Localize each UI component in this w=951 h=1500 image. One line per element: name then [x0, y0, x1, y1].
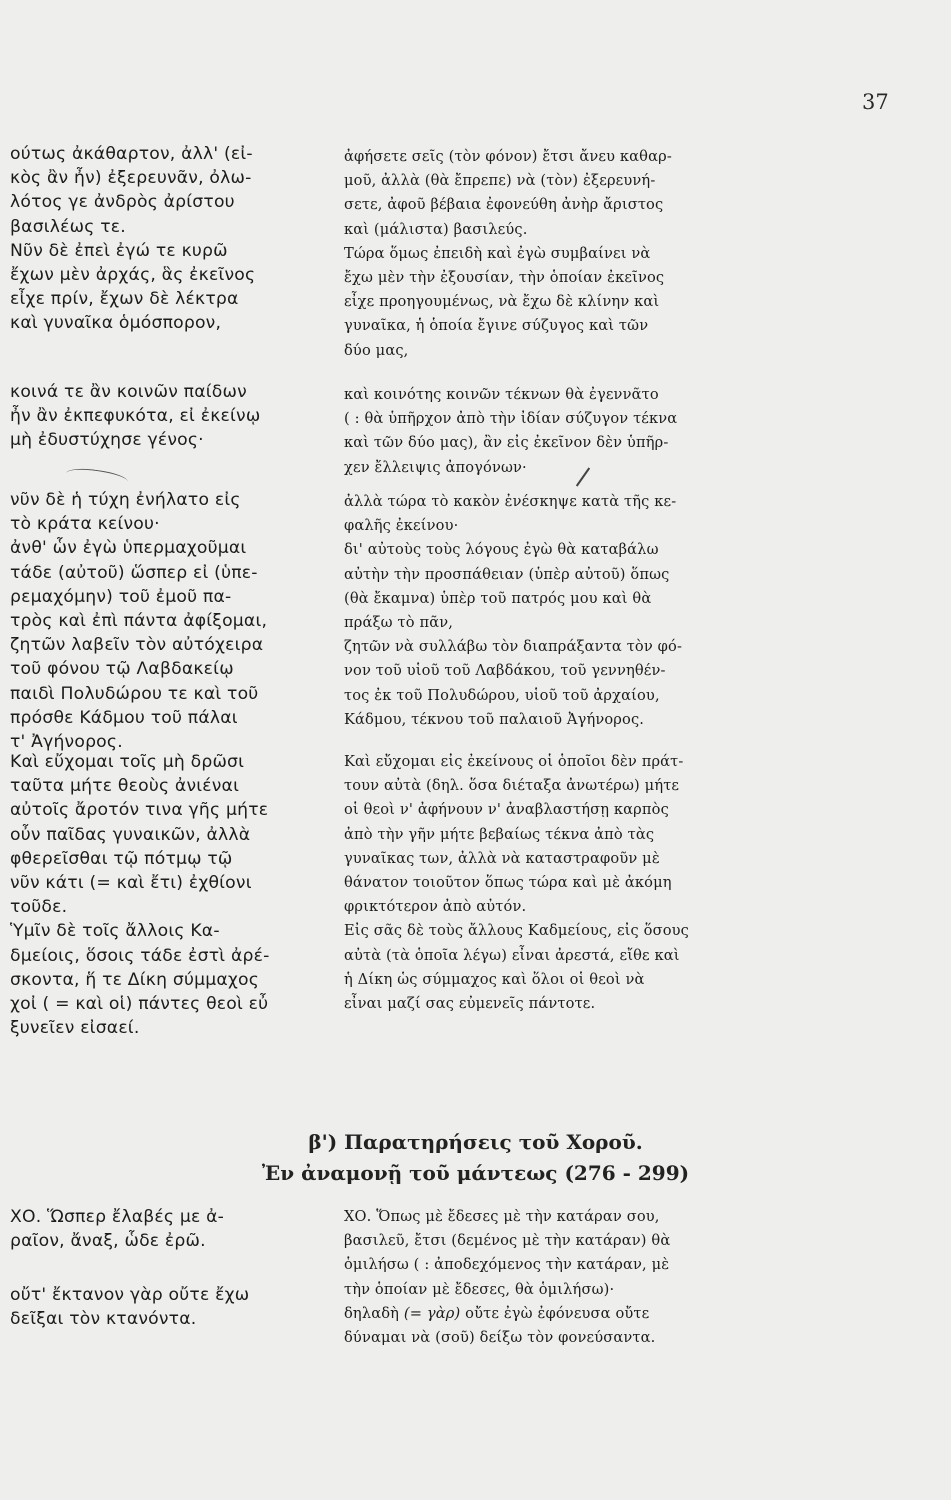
- text-fragment-italic: (= γὰρ): [403, 1304, 461, 1322]
- chorus-left-b: [10, 1283, 330, 1331]
- text-line: οὖν παῖδας γυναικῶν, ἀλλὰ: [10, 824, 251, 845]
- text-line: ἦν ἂν ἐκπεφυκότα, εἰ ἐκείνῳ: [10, 406, 261, 427]
- chorus-left-a: [10, 1205, 330, 1253]
- text-line: ζητῶν λαβεῖν τὸν αὐτόχειρα: [10, 635, 264, 656]
- text-line: μοῦ, ἀλλὰ (θὰ ἔπρεπε) νὰ (τὸν) ἐξερευνή-: [344, 172, 656, 190]
- text-line: ἀφήσετε σεῖς (τὸν φόνον) ἔτσι ἄνευ καθαρ-: [344, 148, 672, 165]
- right-block-d: [344, 750, 904, 1016]
- text-line: γυναῖκας των, ἀλλὰ νὰ καταστραφοῦν μὲ: [344, 849, 660, 867]
- text-line: [344, 1302, 904, 1326]
- text-line: εἶχε πρίν, ἔχων δὲ λέκτρα: [10, 289, 239, 310]
- text-line: ἔχων μὲν ἀρχάς, ἃς ἐκεῖνος: [10, 264, 256, 285]
- text-line: τ' Ἀγήνορος.: [10, 731, 123, 752]
- text-line: παιδὶ Πολυδώρου τε καὶ τοῦ: [10, 683, 259, 704]
- text-line: τάδε (αὐτοῦ) ὥσπερ εἰ (ὑπε-: [10, 562, 258, 583]
- text-line: θάνατον τοιοῦτον ὅπως τώρα καὶ μὲ ἀκόμη: [344, 873, 672, 891]
- text-line: Κάδμου, τέκνου τοῦ παλαιοῦ Ἀγήνορος.: [344, 710, 645, 728]
- text-line: ζητῶν νὰ συλλάβω τὸν διαπράξαντα τὸν φό-: [344, 638, 683, 656]
- section-heading: β') Παρατηρήσεις τοῦ Χοροῦ.: [308, 1130, 643, 1154]
- text-line: χοἰ ( = καὶ οἱ) πάντες θεοὶ εὖ: [10, 993, 269, 1014]
- text-line: αὐτὰ (τὰ ὁποῖα λέγω) εἶναι ἀρεστά, εἴθε καὶ: [344, 946, 680, 964]
- text-line: καὶ γυναῖκα ὁμόσπορον,: [10, 313, 222, 334]
- text-line: καὶ τῶν δύο μας), ἂν εἰς ἐκεῖνον δὲν ὑπῆρ-: [344, 434, 669, 452]
- text-line: αὐτὴν τὴν προσπάθειαν (ὑπὲρ αὐτοῦ) ὅπως: [344, 565, 670, 583]
- text-line: πρόσθε Κάδμου τοῦ πάλαι: [10, 707, 238, 728]
- text-line: δμείοις, ὅσοις τάδε ἐστὶ ἀρέ-: [10, 945, 270, 966]
- text-line: δύο μας,: [344, 341, 409, 359]
- text-line: ἀνθ' ὧν ἐγὼ ὑπερμαχοῦμαι: [10, 538, 247, 559]
- text-line: Νῦν δὲ ἐπεὶ ἐγώ τε κυρῶ: [10, 240, 228, 261]
- text-line: ξυνεῖεν εἰσαεί.: [10, 1018, 140, 1039]
- text-line: ταῦτα μήτε θεοὺς ἀνιέναι: [10, 776, 240, 797]
- text-line: σετε, ἀφοῦ βέβαια ἐφονεύθη ἀνὴρ ἄριστος: [344, 196, 664, 214]
- text-line: φρικτότερον ἀπὸ αὐτόν.: [344, 898, 527, 916]
- text-line: ρεμαχόμην) τοῦ ἐμοῦ πα-: [10, 586, 232, 607]
- text-line: βασιλεῦ, ἔτσι (δεμένος μὲ τὴν κατάραν) θὰ: [344, 1232, 671, 1250]
- text-line: Ὑμῖν δὲ τοῖς ἄλλοις Κα-: [10, 921, 220, 942]
- text-line: ἔχω μὲν τὴν ἐξουσίαν, τὴν ὁποίαν ἐκεῖνος: [344, 268, 665, 286]
- text-line: νῦν κάτι (= καὶ ἔτι) ἐχθίονι: [10, 872, 252, 893]
- text-fragment: οὔτε ἐγὼ ἐφόνευσα οὔτε: [465, 1304, 650, 1322]
- text-line: τρὸς καὶ ἐπὶ πάντα ἀφίξομαι,: [10, 610, 268, 631]
- text-line: δεῖξαι τὸν κτανόντα.: [10, 1309, 197, 1330]
- chorus-right-lines: [344, 1205, 904, 1302]
- right-block-a: [344, 145, 904, 363]
- text-line: ΧΟ. Ὅπως μὲ ἔδεσες μὲ τὴν κατάραν σου,: [344, 1208, 660, 1225]
- text-line: βασιλέως τε.: [10, 216, 126, 237]
- text-line: αὐτοῖς ἄροτόν τινα γῆς μήτε: [10, 800, 269, 821]
- text-line: Καὶ εὔχομαι εἰς ἐκείνους οἱ ὁποῖοι δὲν πράτ-: [344, 753, 684, 770]
- right-block-c: [344, 490, 904, 732]
- text-line: Καὶ εὔχομαι τοῖς μὴ δρῶσι: [10, 752, 245, 772]
- text-line: κὸς ἂν ἦν) ἐξερευνᾶν, ὀλω-: [10, 168, 252, 189]
- section-subheading: Ἐν ἀναμονῇ τοῦ μάντεως (276 - 299): [261, 1161, 690, 1185]
- text-line: γυναῖκα, ἡ ὁποία ἔγινε σύζυγος καὶ τῶν: [344, 317, 649, 335]
- pencil-mark: [65, 466, 128, 489]
- left-block-d: [10, 750, 330, 1040]
- text-line: καὶ (μάλιστα) βασιλεύς.: [344, 220, 528, 238]
- text-line: ραῖον, ἄναξ, ὧδε ἐρῶ.: [10, 1231, 206, 1252]
- right-block-b: [344, 383, 904, 480]
- text-line: νον τοῦ υἱοῦ τοῦ Λαβδάκου, τοῦ γεννηθέν-: [344, 662, 666, 680]
- text-line: δύναμαι νὰ (σοῦ) δείξω τὸν φονεύσαντα.: [344, 1328, 656, 1346]
- left-block-a: [10, 142, 330, 336]
- text-line: φθερεῖσθαι τῷ πότμῳ τῷ: [10, 848, 233, 869]
- text-line: ούτως ἀκάθαρτον, ἀλλ' (εἰ-: [10, 144, 253, 164]
- text-line: νῦν δὲ ἡ τύχη ἐνήλατο εἰς: [10, 490, 241, 510]
- text-line: καὶ κοινότης κοινῶν τέκνων θὰ ἐγεννᾶτο: [344, 386, 659, 403]
- text-line: τοῦδε.: [10, 897, 68, 918]
- text-line: Εἰς σᾶς δὲ τοὺς ἄλλους Καδμείους, εἰς ὅσους: [344, 922, 689, 940]
- text-fragment: δηλαδὴ: [344, 1304, 400, 1322]
- text-line: τὴν ὁποίαν μὲ ἔδεσες, θὰ ὁμιλήσω)·: [344, 1280, 615, 1298]
- text-line: εἶναι μαζί σας εὐμενεῖς πάντοτε.: [344, 994, 596, 1012]
- text-line: λότος γε ἀνδρὸς ἀρίστου: [10, 192, 235, 213]
- text-line: μὴ ἐδυστύχησε γένος·: [10, 430, 204, 451]
- text-line: τὸ κράτα κείνου·: [10, 514, 160, 535]
- text-line: ὁμιλήσω ( : ἀποδεχόμενος τὴν κατάραν, μὲ: [344, 1256, 670, 1274]
- text-line: ἡ Δίκη ὡς σύμμαχος καὶ ὅλοι οἱ θεοὶ νὰ: [344, 970, 645, 988]
- text-line: ( : θὰ ὑπῆρχον ἀπὸ τὴν ἰδίαν σύζυγον τέκνα: [344, 410, 678, 428]
- text-line: τοῦ φόνου τῷ Λαβδακείῳ: [10, 659, 234, 680]
- text-line: Τώρα ὅμως ἐπειδὴ καὶ ἐγὼ συμβαίνει νὰ: [344, 244, 651, 262]
- text-line: τουν αὐτὰ (δηλ. ὅσα διέταξα ἀνωτέρω) μήτε: [344, 777, 680, 795]
- text-line: ἀπὸ τὴν γῆν μήτε βεβαίως τέκνα ἀπὸ τὰς: [344, 825, 655, 843]
- text-line: φαλῆς ἐκείνου·: [344, 517, 459, 535]
- left-block-b: [10, 380, 330, 453]
- left-block-c: [10, 488, 330, 754]
- text-line: εἶχε προηγουμένως, νὰ ἔχω δὲ κλίνην καὶ: [344, 293, 660, 311]
- chorus-right: [344, 1205, 904, 1350]
- text-line: σκοντα, ἥ τε Δίκη σύμμαχος: [10, 969, 260, 990]
- text-line: οἱ θεοὶ ν' ἀφήνουν ν' ἀναβλαστήσῃ καρπὸς: [344, 801, 669, 819]
- text-line: κοινά τε ἂν κοινῶν παίδων: [10, 382, 247, 402]
- text-line: τος ἐκ τοῦ Πολυδώρου, υἱοῦ τοῦ ἀρχαίου,: [344, 686, 660, 704]
- text-line: (θὰ ἔκαμνα) ὑπὲρ τοῦ πατρός μου καὶ θὰ: [344, 589, 652, 607]
- page-number: 37: [862, 90, 889, 114]
- text-line: ΧΟ. Ὥσπερ ἔλαβές με ἀ-: [10, 1207, 225, 1227]
- text-line: χεν ἔλλειψις ἀπογόνων·: [344, 458, 527, 476]
- text-line: ἀλλὰ τώρα τὸ κακὸν ἐνέσκηψε κατὰ τῆς κε-: [344, 493, 677, 510]
- text-line: πράξω τὸ πᾶν,: [344, 613, 454, 631]
- text-line: οὔτ' ἔκτανον γὰρ οὔτε ἔχω: [10, 1285, 250, 1305]
- text-line: δι' αὐτοὺς τοὺς λόγους ἐγὼ θὰ καταβάλω: [344, 541, 659, 559]
